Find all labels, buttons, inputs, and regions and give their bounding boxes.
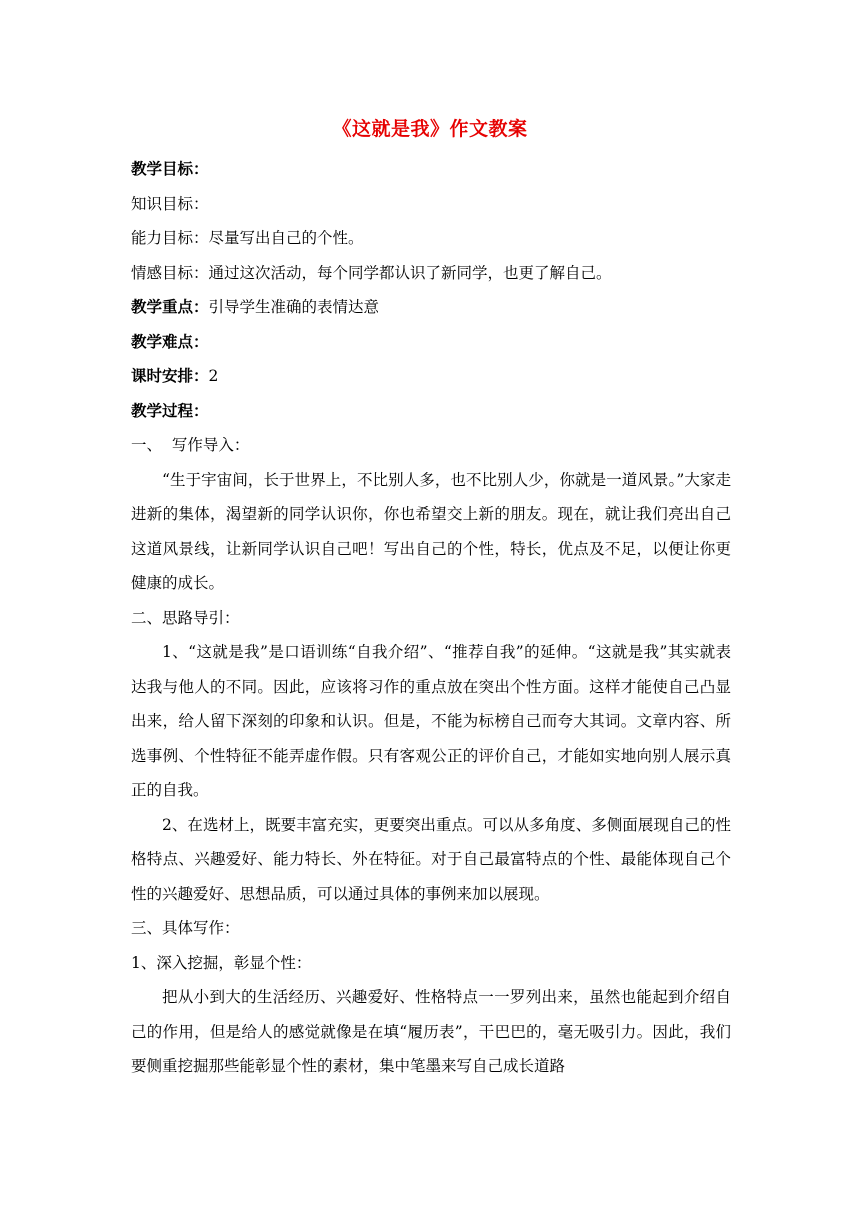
schedule-label: 课时安排： [131, 366, 209, 385]
knowledge-label: 知识目标： [131, 194, 209, 213]
document-body [131, 152, 731, 1084]
class-schedule [131, 359, 731, 394]
section2-paragraph-1: 1、“这就是我”是口语训练“自我介绍”、“推荐自我”的延伸。“这就是我”其实就表达我与他人的不同。因此，应该将习作的重点放在突出个性方面。这样才能使自己凸显出来，给人留下深刻的印象和认识。但是，不能为标榜自己而夸大其词。文章内容、所选事例、个性特征不能弄虚作假。只有客观公正的评价自己，才能如实地向别人展示真正的自我。 [131, 643, 731, 799]
difficulty-label: 教学难点： [131, 331, 209, 351]
schedule-text: 2 [208, 367, 219, 385]
process-heading: 教学过程： [131, 400, 209, 420]
ability-text: 尽量写出自己的个性。 [208, 229, 364, 247]
section1-heading: 一、 写作导入： [131, 436, 250, 454]
teaching-focus [131, 290, 731, 325]
section3-subheading: 1、深入挖掘，彰显个性： [131, 953, 312, 972]
section3-heading: 三、具体写作： [131, 919, 240, 937]
emotion-label: 情感目标： [131, 263, 209, 282]
knowledge-objective [131, 187, 731, 222]
section1-paragraph: “生于宇宙间，长于世界上，不比别人多，也不比别人少，你就是一道风景。”大家走进新的集体，渴望新的同学认识你，你也希望交上新的朋友。现在，就让我们亮出自己这道风景线，让新同学认识自己吧！写出自己的个性，特长，优点及不足，以便让你更健康的成长。 [131, 470, 731, 592]
document-title: 《这就是我》作文教案 [332, 118, 528, 140]
ability-label: 能力目标： [131, 229, 209, 247]
emotion-objective [131, 256, 731, 291]
section3-paragraph: 把从小到大的生活经历、兴趣爱好、性格特点一一罗列出来，虽然也能起到介绍自己的作用，但是给人的感觉就像是在填“履历表”，干巴巴的，毫无吸引力。因此，我们要侧重挖掘那些能彰显个性的素材，集中笔墨来写自己成长道路 [131, 988, 731, 1075]
teaching-difficulty [131, 325, 731, 360]
section2-heading: 二、思路导引： [131, 608, 240, 627]
objectives-heading: 教学目标： [131, 159, 209, 178]
focus-text: 引导学生准确的表情达意 [208, 298, 380, 316]
focus-label: 教学重点： [131, 297, 209, 316]
emotion-text: 通过这次活动，每个同学都认识了新同学，也更了解自己。 [208, 263, 612, 282]
section2-paragraph-2: 2、在选材上，既要丰富充实，更要突出重点。可以从多角度、多侧面展现自己的性格特点、兴趣爱好、能力特长、外在特征。对于自己最富特点的个性、最能体现自己个性的兴趣爱好、思想品质，可以通过具体的事例来加以展现。 [131, 815, 731, 903]
ability-objective [131, 221, 731, 256]
